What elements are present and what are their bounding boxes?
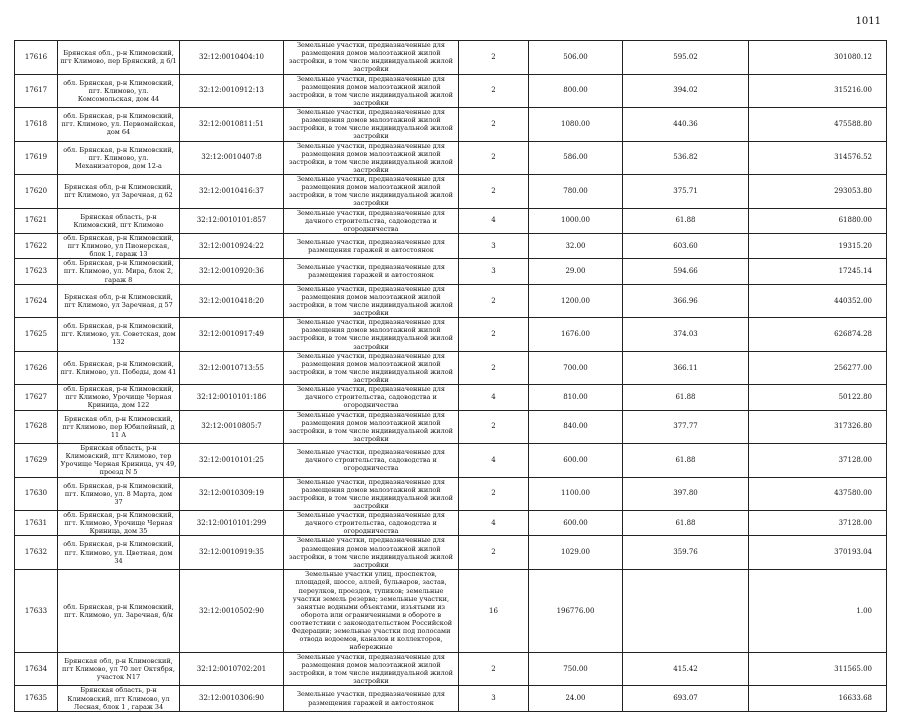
table-row [15,686,887,711]
address-cell: Брянская область, р-н Климовский, пгт Климово, тер Урочище Черная Криница, уч 49, проезд N 5 [58,444,180,478]
specific-value-cell: 693.07 [623,686,749,711]
land-use-cell: Земельные участки, предназначенные для размещения домов малоэтажной жилой застройки, в том числе индивидуальной жилой застройки [284,41,459,75]
cadastral-value-cell: 293053.80 [749,175,887,209]
cadastral-value-cell: 370193.04 [749,536,887,570]
area-cell: 1029.00 [529,536,623,570]
area-cell: 196776.00 [529,569,623,652]
table-row [15,108,887,142]
row-number-cell: 17623 [15,259,58,284]
land-use-cell: Земельные участки, предназначенные для дачного строительства, садоводства и огородничества [284,385,459,410]
cadastral-value-cell: 17245.14 [749,259,887,284]
cadastral-value-cell: 1.00 [749,569,887,652]
table-body [15,41,887,712]
group-number-cell: 2 [459,410,529,444]
cadastral-value-cell: 317326.80 [749,410,887,444]
table-row [15,511,887,536]
area-cell: 800.00 [529,74,623,108]
land-use-cell: Земельные участки, предназначенные для дачного строительства, садоводства и огородничества [284,511,459,536]
cadastral-value-cell: 61880.00 [749,208,887,233]
specific-value-cell: 394.02 [623,74,749,108]
specific-value-cell: 366.96 [623,284,749,318]
row-number-cell: 17618 [15,108,58,142]
address-cell: обл. Брянская, р-н Климовский, пгт. Климово, ул. Первомайская, дом 64 [58,108,180,142]
address-cell: Брянская область, р-н Климовский, пгт Климово, ул Лесная, блок 1 , гараж 34 [58,686,180,711]
specific-value-cell: 594.66 [623,259,749,284]
cadastral-number-cell: 32:12:0010101:299 [180,511,284,536]
cadastral-value-cell: 301080.12 [749,41,887,75]
group-number-cell: 2 [459,108,529,142]
land-use-cell: Земельные участки, предназначенные для размещения домов малоэтажной жилой застройки, в том числе индивидуальной жилой застройки [284,652,459,686]
area-cell: 32.00 [529,233,623,258]
specific-value-cell: 595.02 [623,41,749,75]
table-row [15,259,887,284]
cadastral-number-cell: 32:12:0010920:36 [180,259,284,284]
table-row [15,652,887,686]
cadastral-number-cell: 32:12:0010416:37 [180,175,284,209]
row-number-cell: 17631 [15,511,58,536]
cadastral-value-cell: 19315.20 [749,233,887,258]
land-use-cell: Земельные участки, предназначенные для размещения домов малоэтажной жилой застройки, в том числе индивидуальной жилой застройки [284,318,459,352]
table-row [15,351,887,385]
cadastral-number-cell: 32:12:0010805:7 [180,410,284,444]
area-cell: 506.00 [529,41,623,75]
address-cell: обл. Брянская, р-н Климовский, пгт. Климово, ул. Комсомольская, дом 44 [58,74,180,108]
area-cell: 810.00 [529,385,623,410]
cadastral-number-cell: 32:12:0010502:90 [180,569,284,652]
row-number-cell: 17628 [15,410,58,444]
row-number-cell: 17616 [15,41,58,75]
land-use-cell: Земельные участки, предназначенные для размещения домов малоэтажной жилой застройки, в том числе индивидуальной жилой застройки [284,477,459,511]
specific-value-cell: 377.77 [623,410,749,444]
specific-value-cell: 366.11 [623,351,749,385]
area-cell: 780.00 [529,175,623,209]
row-number-cell: 17633 [15,569,58,652]
address-cell: Брянская обл, р-н Климовский, пгт Климово, ул Заречная, д 57 [58,284,180,318]
land-use-cell: Земельные участки, предназначенные для размещения домов малоэтажной жилой застройки, в том числе индивидуальной жилой застройки [284,175,459,209]
group-number-cell: 2 [459,536,529,570]
address-cell: обл. Брянская, р-н Климовский, пгт. Климово, ул. Цветная, дом 34 [58,536,180,570]
land-use-cell: Земельные участки, предназначенные для дачного строительства, садоводства и огородничества [284,444,459,478]
group-number-cell: 2 [459,477,529,511]
cadastral-number-cell: 32:12:0010917:49 [180,318,284,352]
cadastral-value-cell: 16633.68 [749,686,887,711]
row-number-cell: 17635 [15,686,58,711]
land-use-cell: Земельные участки, предназначенные для размещения гаражей и автостоянок [284,686,459,711]
table-row [15,410,887,444]
cadastral-value-cell: 256277.00 [749,351,887,385]
address-cell: Брянская область, р-н Климовский, пгт Климово [58,208,180,233]
cadastral-number-cell: 32:12:0010702:201 [180,652,284,686]
address-cell: обл. Брянская, р-н Климовский, пгт. Климово, ул. Заречная, б/н [58,569,180,652]
group-number-cell: 2 [459,141,529,175]
land-use-cell: Земельные участки улиц, проспектов, площадей, шоссе, аллей, бульваров, застав, переулков, проездов, тупиков; земельные участки земель резерва; земельные участки, занятые водными объектами, изъятыми из оборота или ограниченными в обороте в соответствии с законодательством Российской Федерации; земельные участки под полосами отвода водоемов, каналов и коллекторов, набережные [284,569,459,652]
land-use-cell: Земельные участки, предназначенные для размещения домов малоэтажной жилой застройки, в том числе индивидуальной жилой застройки [284,74,459,108]
group-number-cell: 4 [459,208,529,233]
address-cell: обл. Брянская, р-н Климовский, пгт. Климово, ул. 8 Марта, дом 37 [58,477,180,511]
row-number-cell: 17624 [15,284,58,318]
cadastral-value-cell: 311565.00 [749,652,887,686]
area-cell: 586.00 [529,141,623,175]
address-cell: Брянская обл, р-н Климовский, пгт Климово, пер Юбилейный, д 11 А [58,410,180,444]
area-cell: 600.00 [529,444,623,478]
area-cell: 29.00 [529,259,623,284]
cadastral-number-cell: 32:12:0010101:857 [180,208,284,233]
group-number-cell: 3 [459,233,529,258]
cadastral-number-cell: 32:12:0010811:51 [180,108,284,142]
row-number-cell: 17619 [15,141,58,175]
specific-value-cell: 375.71 [623,175,749,209]
area-cell: 1200.00 [529,284,623,318]
cadastral-value-cell: 314576.52 [749,141,887,175]
table-row [15,536,887,570]
group-number-cell: 2 [459,351,529,385]
cadastral-value-cell: 37128.00 [749,444,887,478]
land-use-cell: Земельные участки, предназначенные для дачного строительства, садоводства и огородничества [284,208,459,233]
area-cell: 750.00 [529,652,623,686]
specific-value-cell: 415.42 [623,652,749,686]
address-cell: обл. Брянская, р-н Климовский, пгт Климово, ул Пионерская, блок 1, гараж 13 [58,233,180,258]
group-number-cell: 4 [459,385,529,410]
row-number-cell: 17634 [15,652,58,686]
address-cell: обл. Брянская, р-н Климовский, пгт. Климово, Урочище Черная Криница, дом 35 [58,511,180,536]
row-number-cell: 17620 [15,175,58,209]
area-cell: 1080.00 [529,108,623,142]
cadastral-value-cell: 37128.00 [749,511,887,536]
address-cell: обл. Брянская, р-н Климовский, пгт. Климово, ул. Мира, блок 2, гараж 8 [58,259,180,284]
cadastral-number-cell: 32:12:0010306:90 [180,686,284,711]
cadastral-number-cell: 32:12:0010404:10 [180,41,284,75]
group-number-cell: 4 [459,444,529,478]
row-number-cell: 17629 [15,444,58,478]
row-number-cell: 17632 [15,536,58,570]
group-number-cell: 2 [459,74,529,108]
address-cell: обл. Брянская, р-н Климовский, пгт. Климово, ул. Советская, дом 132 [58,318,180,352]
address-cell: обл. Брянская, р-н Климовский, пгт Климово, Урочище Черная Криница, дом 122 [58,385,180,410]
cadastral-value-cell: 315216.00 [749,74,887,108]
land-use-cell: Земельные участки, предназначенные для размещения домов малоэтажной жилой застройки, в том числе индивидуальной жилой застройки [284,536,459,570]
cadastral-number-cell: 32:12:0010309:19 [180,477,284,511]
land-use-cell: Земельные участки, предназначенные для размещения домов малоэтажной жилой застройки, в том числе индивидуальной жилой застройки [284,284,459,318]
area-cell: 840.00 [529,410,623,444]
group-number-cell: 2 [459,284,529,318]
table-row [15,284,887,318]
area-cell: 1100.00 [529,477,623,511]
table-row [15,318,887,352]
row-number-cell: 17625 [15,318,58,352]
area-cell: 1676.00 [529,318,623,352]
specific-value-cell: 61.88 [623,208,749,233]
row-number-cell: 17622 [15,233,58,258]
row-number-cell: 17626 [15,351,58,385]
cadastral-number-cell: 32:12:0010101:186 [180,385,284,410]
specific-value-cell: 61.88 [623,444,749,478]
row-number-cell: 17621 [15,208,58,233]
land-use-cell: Земельные участки, предназначенные для размещения домов малоэтажной жилой застройки, в том числе индивидуальной жилой застройки [284,108,459,142]
address-cell: обл. Брянская, р-н Климовский, пгт. Климово, ул. Механизаторов, дом 12-а [58,141,180,175]
specific-value-cell: 61.88 [623,385,749,410]
table-row [15,477,887,511]
cadastral-value-cell: 437580.00 [749,477,887,511]
cadastral-number-cell: 32:12:0010924:22 [180,233,284,258]
cadastral-number-cell: 32:12:0010912:13 [180,74,284,108]
page-number: 1011 [855,16,881,27]
row-number-cell: 17630 [15,477,58,511]
address-cell: обл. Брянская, р-н Климовский, пгт. Климово, ул. Победы, дом 41 [58,351,180,385]
address-cell: Брянская обл, р-н Климовский, пгт Климово, ул 70 лет Октября, участок N17 [58,652,180,686]
land-use-cell: Земельные участки, предназначенные для размещения домов малоэтажной жилой застройки, в том числе индивидуальной жилой застройки [284,351,459,385]
cadastral-value-cell: 626874.28 [749,318,887,352]
group-number-cell: 2 [459,41,529,75]
land-use-cell: Земельные участки, предназначенные для размещения домов малоэтажной жилой застройки, в том числе индивидуальной жилой застройки [284,410,459,444]
group-number-cell: 4 [459,511,529,536]
cadastral-number-cell: 32:12:0010101:25 [180,444,284,478]
group-number-cell: 16 [459,569,529,652]
specific-value-cell: 536.82 [623,141,749,175]
specific-value-cell: 61.88 [623,511,749,536]
table-row [15,41,887,75]
cadastral-number-cell: 32:12:0010919:35 [180,536,284,570]
group-number-cell: 2 [459,175,529,209]
cadastral-value-table [14,40,887,712]
table-row [15,74,887,108]
table-row [15,175,887,209]
address-cell: Брянская обл., р-н Климовский, пгт Климово, пер Брянский, д 6/1 [58,41,180,75]
group-number-cell: 2 [459,318,529,352]
cadastral-value-cell: 475588.80 [749,108,887,142]
group-number-cell: 3 [459,686,529,711]
table-row [15,208,887,233]
group-number-cell: 3 [459,259,529,284]
table-row [15,141,887,175]
table-row [15,444,887,478]
area-cell: 600.00 [529,511,623,536]
specific-value-cell: 374.03 [623,318,749,352]
specific-value-cell: 440.36 [623,108,749,142]
cadastral-value-cell: 50122.80 [749,385,887,410]
cadastral-number-cell: 32:12:0010407:8 [180,141,284,175]
row-number-cell: 17617 [15,74,58,108]
land-use-cell: Земельные участки, предназначенные для размещения гаражей и автостоянок [284,259,459,284]
specific-value-cell: 603.60 [623,233,749,258]
cadastral-number-cell: 32:12:0010713:55 [180,351,284,385]
group-number-cell: 2 [459,652,529,686]
cadastral-value-cell: 440352.00 [749,284,887,318]
table-row [15,233,887,258]
area-cell: 24.00 [529,686,623,711]
address-cell: Брянская обл, р-н Климовский, пгт Климово, ул Заречная, д 62 [58,175,180,209]
land-use-cell: Земельные участки, предназначенные для размещения гаражей и автостоянок [284,233,459,258]
row-number-cell: 17627 [15,385,58,410]
area-cell: 700.00 [529,351,623,385]
cadastral-number-cell: 32:12:0010418:20 [180,284,284,318]
table-row [15,385,887,410]
specific-value-cell: 397.80 [623,477,749,511]
area-cell: 1000.00 [529,208,623,233]
specific-value-cell: 359.76 [623,536,749,570]
land-use-cell: Земельные участки, предназначенные для размещения домов малоэтажной жилой застройки, в том числе индивидуальной жилой застройки [284,141,459,175]
